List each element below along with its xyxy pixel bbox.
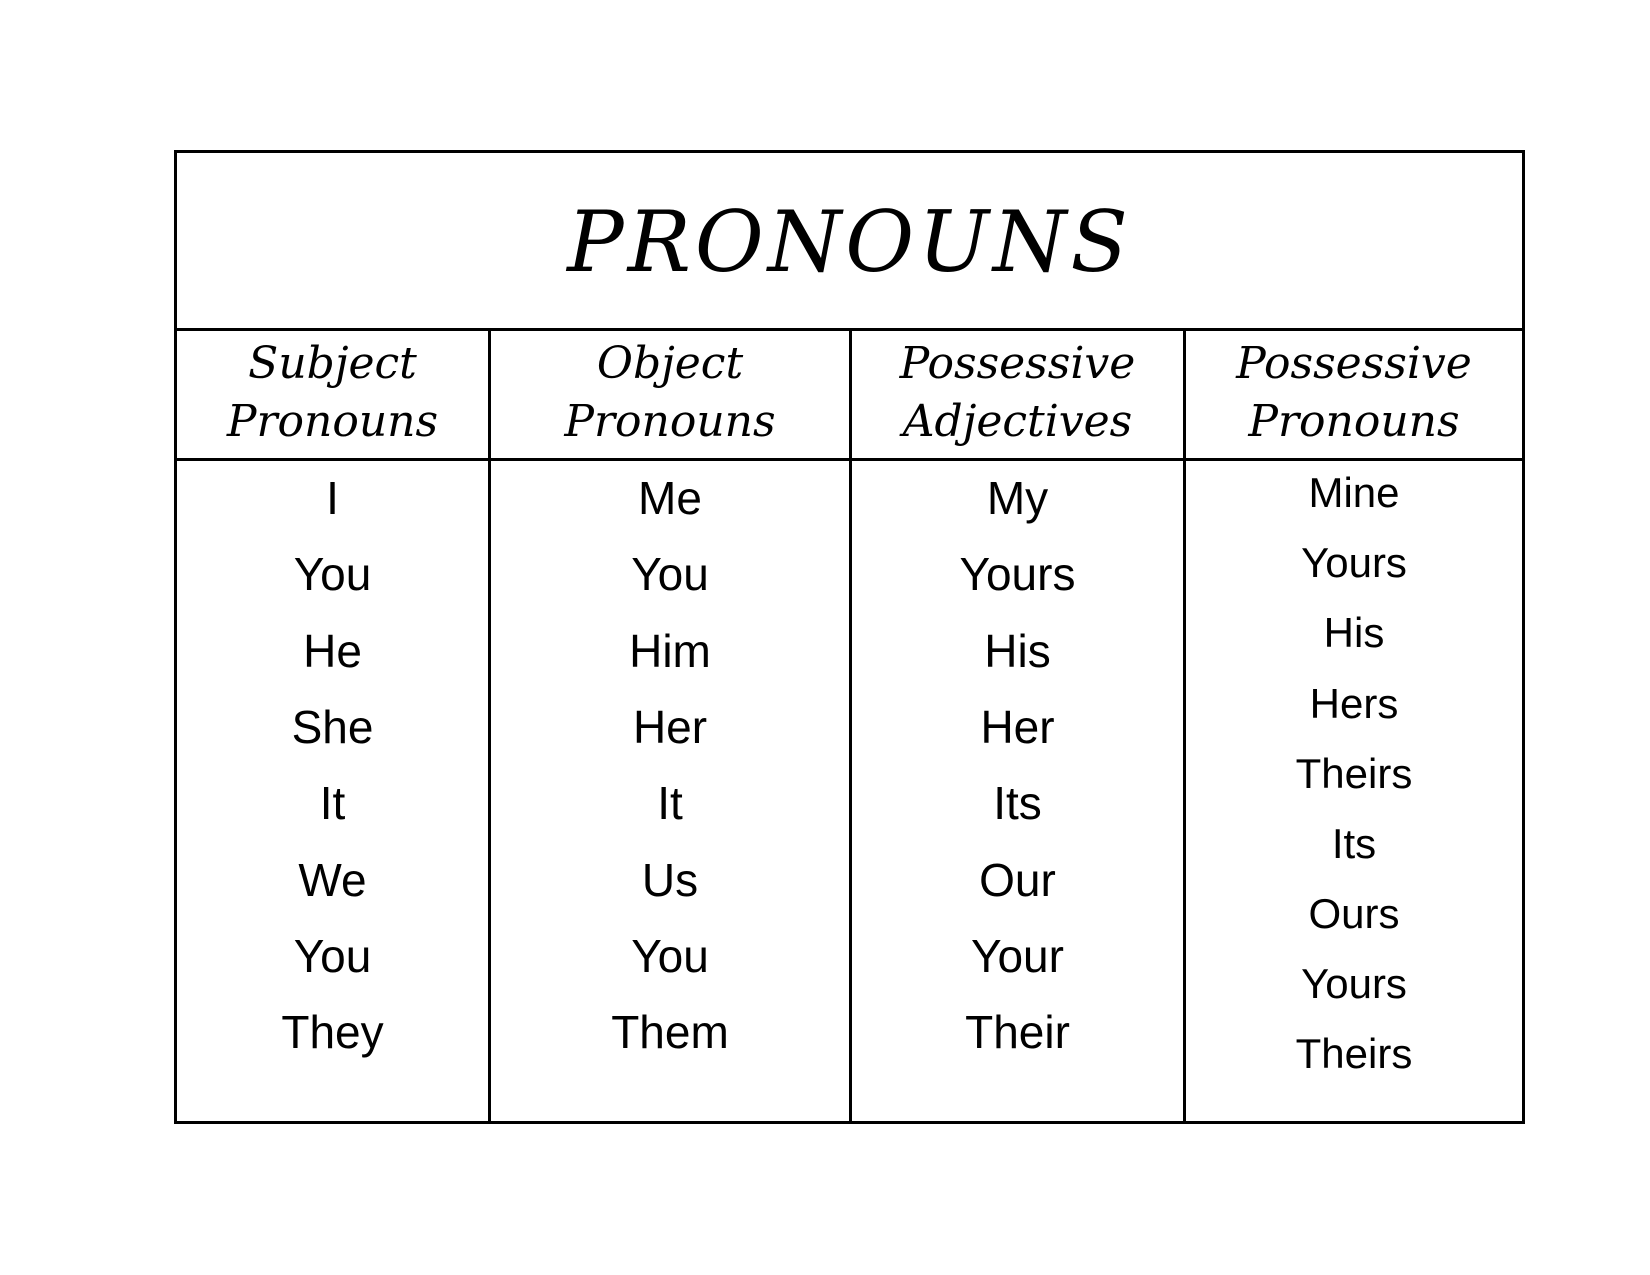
pronoun-word: Its xyxy=(1331,820,1377,867)
column-heading-line: Object xyxy=(596,338,744,389)
column-heading-line: Subject xyxy=(248,338,417,389)
column-possessive-pronouns xyxy=(1186,458,1522,1121)
column-heading-line: Pronouns xyxy=(226,396,439,447)
pronoun-word: His xyxy=(1323,609,1385,656)
pronoun-word: Yours xyxy=(1301,539,1407,586)
body-row xyxy=(177,458,1522,1121)
pronoun-word: She xyxy=(291,701,374,753)
pronoun-word: Theirs xyxy=(1295,1030,1413,1077)
pronoun-word: You xyxy=(293,548,372,600)
column-heading-line: Possessive xyxy=(899,338,1136,389)
pronoun-word: He xyxy=(303,625,362,677)
pronoun-word: My xyxy=(986,472,1049,524)
pronoun-word: Yours xyxy=(959,548,1076,600)
pronoun-word: Your xyxy=(971,930,1064,982)
column-heading-possessive-adjectives xyxy=(852,328,1183,458)
pronoun-word: Theirs xyxy=(1295,750,1413,797)
column-object-pronouns xyxy=(491,458,849,1121)
pronoun-word: You xyxy=(293,930,372,982)
column-subject-pronouns xyxy=(177,458,488,1121)
title-row xyxy=(177,153,1522,331)
pronoun-word: Him xyxy=(629,625,711,677)
pronoun-word: You xyxy=(631,930,709,982)
pronoun-word: Our xyxy=(979,854,1056,906)
column-heading-line: Pronouns xyxy=(564,396,776,447)
column-heading-line: Adjectives xyxy=(902,396,1133,447)
column-heading-line: Possessive xyxy=(1236,338,1472,389)
pronoun-word: Me xyxy=(638,472,702,524)
pronoun-word: His xyxy=(984,625,1051,677)
pronoun-word: Ours xyxy=(1308,890,1400,937)
pronoun-word: Them xyxy=(611,1006,729,1058)
column-heading-line: Pronouns xyxy=(1248,396,1460,447)
column-possessive-adjectives xyxy=(852,458,1183,1121)
pronoun-word: Yours xyxy=(1301,960,1407,1007)
pronoun-word: Us xyxy=(641,854,699,906)
column-heading-object-pronouns xyxy=(491,328,849,458)
pronoun-word: Their xyxy=(965,1006,1070,1058)
pronoun-word: Her xyxy=(980,701,1055,753)
pronoun-word: Hers xyxy=(1309,680,1399,727)
pronoun-word: They xyxy=(281,1006,384,1058)
column-heading-subject-pronouns xyxy=(177,328,488,458)
pronoun-word: I xyxy=(326,472,339,524)
pronouns-chart xyxy=(174,150,1525,1124)
pronoun-word: Her xyxy=(632,701,708,753)
pronoun-word: You xyxy=(631,548,709,600)
pronoun-word: Its xyxy=(993,777,1042,829)
pronoun-word: Mine xyxy=(1308,469,1400,516)
chart-title: PRONOUNS xyxy=(567,192,1132,291)
pronoun-word: We xyxy=(298,854,367,906)
pronoun-word: It xyxy=(319,777,346,829)
pronoun-word: It xyxy=(657,777,683,829)
column-heading-possessive-pronouns xyxy=(1186,328,1522,458)
